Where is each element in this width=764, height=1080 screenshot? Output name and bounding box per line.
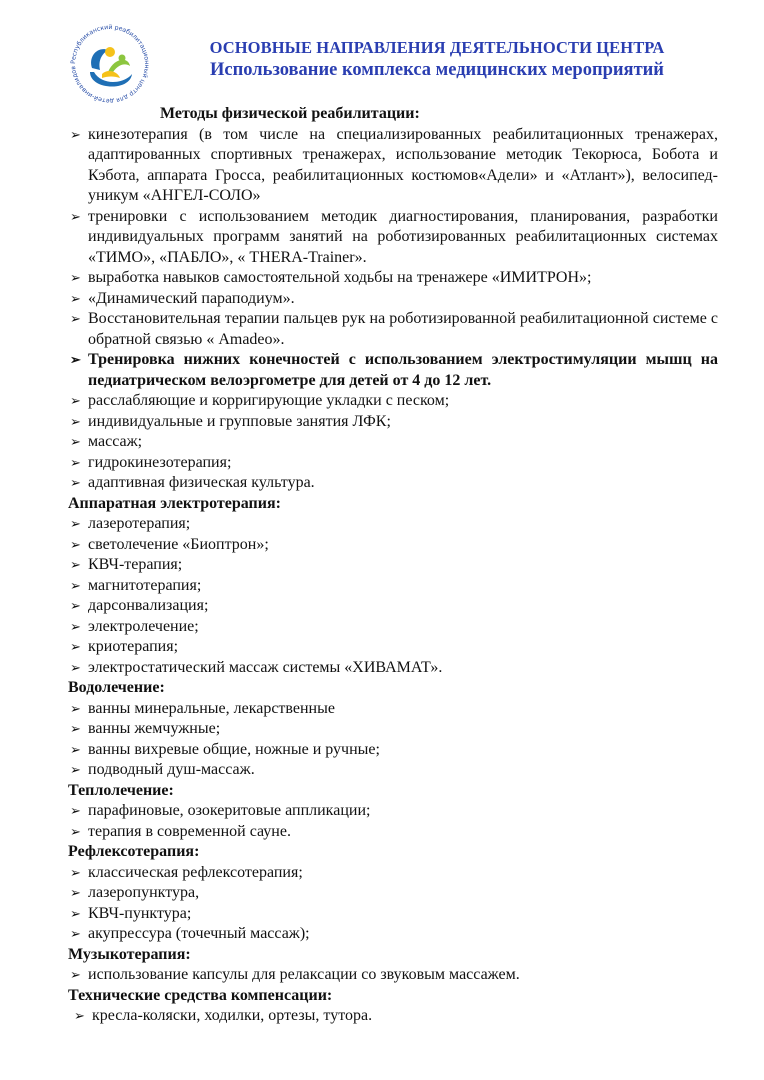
bullet-arrow-icon: ➢: [70, 905, 81, 921]
logo-ring-text: Республиканский реабилитационный центр для детей-инвалидов: [69, 23, 151, 105]
list-item: [68, 555, 718, 576]
list-item-text: акупрессура (точечный массаж);: [88, 925, 310, 942]
list-item-text: использование капсулы для релаксации со звуковым массажем.: [88, 966, 520, 983]
list-item-text: Тренировка нижних конечностей с использованием электростимуляции мышц на педиатрическом велоэргометре для детей от 4 до 12 лет.: [88, 351, 718, 389]
list-item: [68, 289, 718, 310]
bullet-arrow-icon: ➢: [70, 926, 81, 941]
bullet-arrow-icon: ➢: [70, 270, 81, 285]
list-item-text: лазеропунктура,: [88, 884, 200, 901]
svg-text:Республиканский реабилитационн: [70, 23, 150, 104]
list-item-text: электростатический массаж системы «ХИВАМАТ».: [88, 658, 443, 676]
list-item-text: массаж;: [88, 433, 143, 450]
list-item-text: ванны минеральные, лекарственные: [88, 699, 335, 717]
list-item-text: «Динамический параподиум».: [88, 289, 295, 307]
list-item-text: терапия в современной сауне.: [88, 822, 291, 840]
header-title-line1: ОСНОВНЫЕ НАПРАВЛЕНИЯ ДЕЯТЕЛЬНОСТИ ЦЕНТРА: [209, 38, 665, 57]
list-item-text: магнитотерапия;: [88, 576, 202, 594]
list-item: [68, 473, 718, 494]
list-item: [68, 699, 718, 720]
page-header: [172, 38, 702, 81]
list-item-text: гидрокинезотерапия;: [88, 453, 232, 471]
list-item: [68, 268, 718, 289]
list-item: [68, 535, 718, 556]
section-title: Аппаратная электротерапия:: [68, 494, 281, 512]
bullet-arrow-icon: ➢: [70, 516, 81, 531]
list-item-text: классическая рефлексотерапия;: [88, 863, 303, 881]
list-item: [68, 1006, 718, 1027]
list-item-text: парафиновые, озокеритовые аппликации;: [88, 802, 371, 819]
list-item: [68, 432, 718, 453]
physical-methods-list: [68, 125, 718, 494]
bullet-arrow-icon: ➢: [70, 659, 81, 675]
bullet-arrow-icon: ➢: [70, 762, 81, 777]
section-title: Музыкотерапия:: [68, 945, 191, 963]
list-item-text: расслабляющие и корригирующие укладки с песком;: [88, 392, 450, 409]
list-item-text: светолечение «Биоптрон»;: [88, 535, 269, 553]
list-item-text: выработка навыков самостоятельной ходьбы на тренажере «ИМИТРОН»;: [88, 269, 592, 286]
bullet-arrow-icon: ➢: [70, 803, 81, 818]
list-item: [68, 801, 718, 822]
list-item: [68, 514, 718, 535]
list-item: [68, 617, 718, 638]
bullet-arrow-icon: ➢: [70, 557, 81, 572]
therapy-sections: [68, 494, 718, 1027]
bullet-arrow-icon: ➢: [70, 721, 81, 736]
header-title-line2: Использование комплекса медицинских мероприятий: [210, 60, 664, 80]
bullet-arrow-icon: ➢: [70, 454, 81, 470]
list-item-text: Восстановительная терапии пальцев рук на роботизированной реабилитационной системе с обратной связью « Amadeo».: [88, 310, 718, 348]
bullet-arrow-icon: ➢: [74, 1008, 85, 1023]
bullet-arrow-icon: ➢: [70, 741, 81, 757]
list-item-text: КВЧ-терапия;: [88, 556, 183, 573]
list-item: [68, 760, 718, 781]
list-item: [68, 125, 718, 207]
list-item: [68, 453, 718, 474]
section-title: Технические средства компенсации:: [68, 986, 333, 1004]
bullet-arrow-icon: ➢: [70, 126, 81, 142]
list-item-text: кинезотерапия (в том числе на специализированных реабилитационных тренажерах, адаптированных спортивных тренажерах, использование методик Текорюса, Бобота и Кэбота, аппарата Гросса, реабилитационных костюмов«Адели» и «Атлант»), велосипед-уникум «АНГЕЛ-СОЛО»: [88, 125, 718, 204]
bullet-arrow-icon: ➢: [70, 700, 81, 716]
list-item-text: ванны вихревые общие, ножные и ручные;: [88, 740, 380, 758]
list-item: [68, 576, 718, 597]
section-title: Теплолечение:: [68, 781, 174, 799]
bullet-arrow-icon: ➢: [70, 290, 81, 306]
list-item: [68, 965, 718, 986]
document-body: [68, 104, 718, 1027]
list-item-text: подводный душ-массаж.: [88, 761, 255, 778]
list-item-text: дарсонвализация;: [88, 597, 209, 614]
rehab-center-logo-icon: [68, 22, 152, 106]
bullet-arrow-icon: ➢: [70, 434, 81, 449]
bullet-arrow-icon: ➢: [70, 885, 81, 900]
list-item: [68, 596, 718, 617]
bullet-arrow-icon: ➢: [70, 311, 81, 326]
list-item: [68, 637, 718, 658]
list-item: [68, 412, 718, 433]
list-item: [68, 740, 718, 761]
list-item-text: тренировки с использованием методик диагностирования, планирования, разработки индивидуальных программ занятий на роботизированных реабилитационных системах «ТИМО», «ПАБЛО», « THERA-Trainer».: [88, 207, 718, 266]
bullet-arrow-icon: ➢: [70, 618, 81, 634]
list-item: [68, 350, 718, 391]
list-item-text: индивидуальные и групповые занятия ЛФК;: [88, 412, 391, 430]
list-item-text: адаптивная физическая культура.: [88, 474, 315, 491]
section-title: Водолечение:: [68, 679, 165, 696]
list-item: [68, 207, 718, 269]
bullet-arrow-icon: ➢: [70, 413, 81, 429]
list-item: [68, 658, 718, 679]
bullet-arrow-icon: ➢: [70, 967, 81, 982]
list-item-text: КВЧ-пунктура;: [88, 904, 192, 922]
list-item: [68, 822, 718, 843]
list-item-text: лазеротерапия;: [88, 515, 191, 532]
section-title: Рефлексотерапия:: [68, 843, 200, 860]
bullet-arrow-icon: ➢: [70, 393, 81, 408]
bullet-arrow-icon: ➢: [70, 864, 81, 880]
bullet-arrow-icon: ➢: [70, 823, 81, 839]
list-item: [68, 309, 718, 350]
bullet-arrow-icon: ➢: [70, 639, 81, 654]
methods-heading: Методы физической реабилитации:: [160, 105, 420, 122]
list-item: [68, 863, 718, 884]
list-item: [68, 719, 718, 740]
bullet-arrow-icon: ➢: [70, 475, 81, 490]
list-item: [68, 904, 718, 925]
list-item: [68, 924, 718, 945]
list-item: [68, 883, 718, 904]
list-item: [68, 391, 718, 412]
list-item-text: кресла-коляски, ходилки, ортезы, тутора.: [92, 1007, 373, 1024]
bullet-arrow-icon: ➢: [70, 577, 81, 593]
bullet-arrow-icon: ➢: [70, 536, 81, 552]
list-item-text: электролечение;: [88, 617, 199, 635]
list-item-text: ванны жемчужные;: [88, 720, 221, 737]
bullet-arrow-icon: ➢: [70, 598, 81, 613]
bullet-arrow-icon: ➢: [70, 352, 81, 367]
bullet-arrow-icon: ➢: [70, 208, 81, 224]
list-item-text: криотерапия;: [88, 638, 179, 655]
